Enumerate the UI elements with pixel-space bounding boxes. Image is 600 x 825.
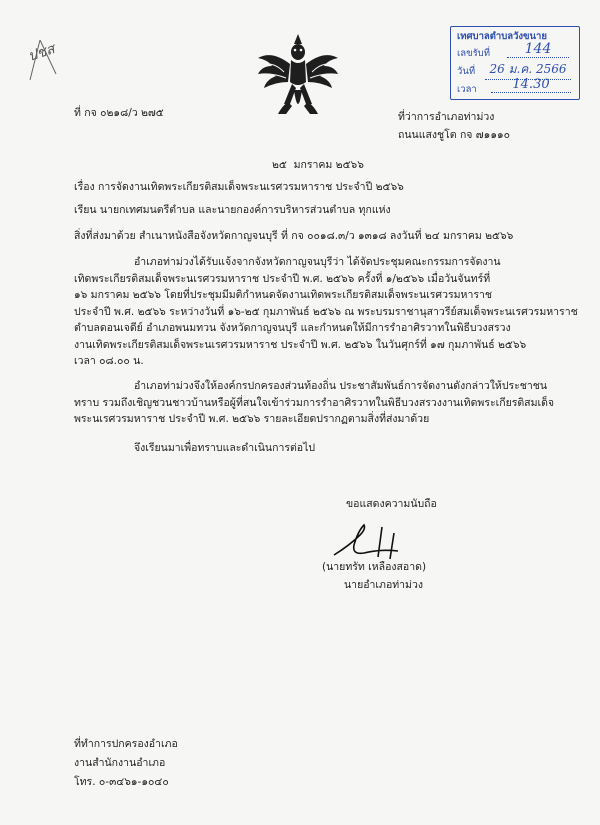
letter-date [272, 158, 364, 173]
signer-name: (นายทรัท เหลืองสอาด) [322, 561, 427, 573]
paragraph-1-line: เวลา ๐๘.๐๐ น. [74, 355, 144, 367]
signer-title: นายอำเภอท่าม่วง [344, 579, 424, 591]
stamp-date-value: 26 ม.ค. 2566 [485, 60, 571, 80]
stamp-office: เทศบาลตำบลวังขนาย [457, 31, 547, 42]
paragraph-1 [74, 254, 578, 370]
paragraph-1-line: งานเทิดพระเกียรติสมเด็จพระนเรศวรมหาราช ประจำปี พ.ศ. ๒๕๖๖ ในวันศุกร์ที่ ๑๗ กุมภาพันธ์ ๒๕๖๖ [74, 338, 527, 351]
paragraph-1-line: ๑๖ มกราคม ๒๕๖๖ โดยที่ประชุมมีมติกำหนดจัดงานเทิดพระเกียรติสมเด็จพระนเรศวรมหาราช [74, 289, 493, 301]
paragraph-2-line: พระนเรศวรมหาราช ประจำปี พ.ศ. ๒๕๖๖ รายละเอียดปรากฏตามสิ่งที่ส่งมาด้วย [74, 413, 430, 425]
paragraph-1-line: ตำบลดอนเจดีย์ อำเภอพนมทวน จังหวัดกาญจนบุรี และกำหนดให้มีการรำอาศิรวาทในพิธีบวงสรวง [74, 322, 511, 334]
footer-section: งานสำนักงานอำเภอ [74, 757, 166, 769]
paragraph-1-line: เทิดพระเกียรติสมเด็จพระนเรศวรมหาราช ประจำปี พ.ศ. ๒๕๖๖ ครั้งที่ ๑/๒๕๖๖ เมื่อวันจันทร์ที่ [74, 272, 491, 285]
stamp-time-value: 14.30 [491, 77, 571, 93]
subject-line: เรื่อง การจัดงานเทิดพระเกียรติสมเด็จพระนเรศวรมหาราช ประจำปี ๒๕๖๖ [74, 181, 404, 193]
signature [320, 515, 440, 565]
closing-request: จึงเรียนมาเพื่อทราบและดำเนินการต่อไป [134, 442, 316, 454]
stamp-receive-no-value: 144 [507, 41, 569, 58]
reference-number: ที่ กจ ๐๒๑๘/ว ๒๗๕ [74, 107, 164, 119]
footer-office: ที่ทำการปกครองอำเภอ [74, 738, 178, 750]
paragraph-1-line: ประจำปี พ.ศ. ๒๕๖๖ ระหว่างวันที่ ๑๖-๒๕ กุมภาพันธ์ ๒๕๖๖ ณ พระบรมราชานุสาวรีย์สมเด็จพระนเรศวรมหาราช [74, 305, 578, 318]
receipt-stamp [450, 26, 580, 100]
paragraph-2-line: ทราบ รวมถึงเชิญชวนชาวบ้านหรือผู้ที่สนใจเข้าร่วมการรำอาศิรวาทในพิธีบวงสรวงงานเทิดพระเกียรติสมเด็จ [74, 396, 555, 409]
handwritten-stroke [26, 34, 60, 84]
paragraph-2 [74, 378, 555, 428]
footer-phone: โทร. ๐-๓๔๖๑-๑๐๔๐ [74, 776, 169, 788]
closing-salutation: ขอแสดงความนับถือ [346, 498, 437, 510]
stamp-receive-no-label: เลขรับที่ [457, 48, 490, 59]
attachment-line: สิ่งที่ส่งมาด้วย สำเนาหนังสือจังหวัดกาญจนบุรี ที่ กจ ๐๐๑๘.๓/ว ๑๓๑๘ ลงวันที่ ๒๔ มกราคม ๒๕๖๖ [74, 230, 514, 242]
sender-address-line-1: ที่ว่าการอำเภอท่าม่วง [398, 111, 495, 123]
garuda-emblem [254, 30, 342, 122]
handwritten-corner-note: ปชส [26, 41, 57, 65]
sender-address-line-2: ถนนแสงชูโต กจ ๗๑๑๑๐ [398, 129, 511, 141]
paragraph-1-line: อำเภอท่าม่วงได้รับแจ้งจากจังหวัดกาญจนบุรีว่า ได้จัดประชุมคณะกรรมการจัดงาน [134, 256, 501, 268]
stamp-time-label: เวลา [457, 84, 477, 95]
paragraph-2-line: อำเภอท่าม่วงจึงให้องค์กรปกครองส่วนท้องถิ่น ประชาสัมพันธ์การจัดงานดังกล่าวให้ประชาชน [134, 380, 548, 392]
stamp-date-label: วันที่ [457, 66, 476, 77]
letter-date-day: ๒๕ [272, 159, 287, 171]
letter-date-month-year: มกราคม ๒๕๖๖ [293, 159, 364, 171]
recipient-line: เรียน นายกเทศมนตรีตำบล และนายกองค์การบริหารส่วนตำบล ทุกแห่ง [74, 204, 391, 216]
